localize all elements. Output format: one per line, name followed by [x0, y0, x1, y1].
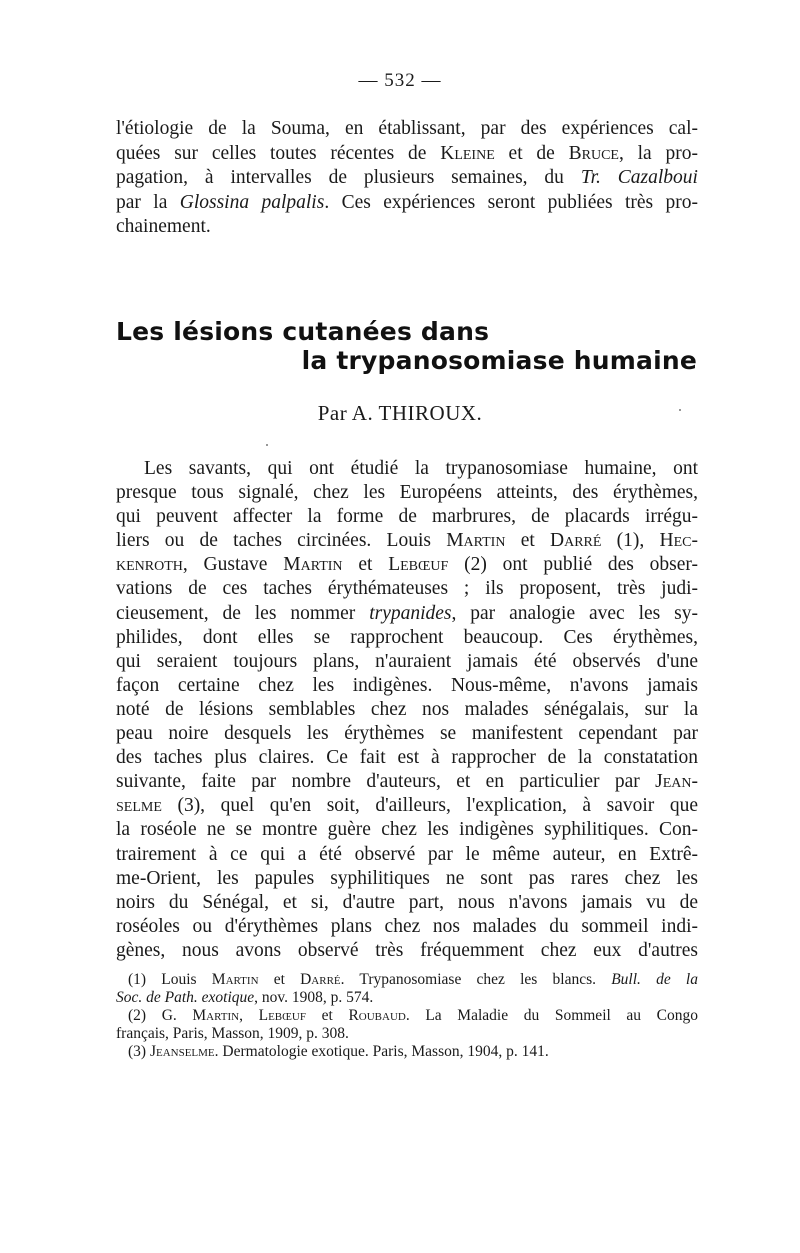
author-name: selme — [116, 795, 162, 817]
author-name: Jean- — [655, 771, 698, 793]
intro-line: chainement. — [116, 216, 211, 238]
author-name: Martin — [192, 1007, 240, 1024]
author-name: Hec- — [659, 530, 698, 552]
author-name: kenroth — [116, 554, 183, 576]
body-line: la roséole ne se montre guère chez les indigènes syphilitiques. Con- — [116, 819, 698, 841]
body-line: trairement à ce qui a été observé par le même auteur, en Extrê- — [116, 843, 698, 865]
author-name: Darré — [550, 530, 602, 552]
intro-line: l'étiologie de la Souma, en établissant, par des expériences cal- — [116, 118, 698, 139]
footnotes — [116, 971, 698, 1061]
body-line: liers ou de taches circinées. Louis Martin et Darré (1), Hec- — [116, 530, 698, 552]
body-line: selme (3), quel qu'en soit, d'ailleurs, l'explication, à savoir que — [116, 795, 698, 817]
body-line: qui peuvent affecter la forme de marbrures, de placards irrégu- — [116, 506, 698, 528]
journal-name: Soc. de Path. exotique — [116, 989, 255, 1006]
intro-line: par la Glossina palpalis. Ces expériences seront publiées très pro- — [116, 191, 699, 213]
body-line: façon certaine chez les indigènes. Nous-même, n'avons jamais — [116, 674, 698, 696]
author-name: Martin — [446, 530, 506, 552]
body-line: noté de lésions semblables chez nos malades sénégalais, sur la — [116, 698, 698, 720]
intro-line: quées sur celles toutes récentes de Kleine et de Bruce, la pro- — [116, 142, 698, 164]
author-name: Roubaud — [348, 1007, 406, 1024]
author-name: Lebœuf — [388, 554, 449, 576]
author-name: Bruce — [568, 142, 619, 164]
author-name: Jeanselme — [149, 1043, 215, 1060]
article-title-line-2: la trypanosomiase humaine — [301, 346, 697, 375]
body-line: vations de ces taches érythémateuses ; ils proposent, très judi- — [116, 578, 698, 600]
body-paragraph — [116, 457, 698, 963]
footnote-1: (1) Louis Martin et Darré. Trypanosomiase chez les blancs. Bull. de la Soc. de Path. exotique, nov. 1908, p. 574. — [116, 971, 698, 1006]
print-speck — [266, 444, 268, 446]
print-speck — [679, 409, 681, 411]
body-line: Les savants, qui ont étudié la trypanosomiase humaine, ont — [144, 458, 698, 479]
intro-paragraph — [116, 117, 698, 240]
body-line: gènes, nous avons observé très fréquemment chez eux d'autres — [116, 939, 698, 961]
species-name: Tr. Cazalboui — [580, 167, 698, 189]
author-name: Martin — [211, 971, 259, 988]
body-line: cieusement, de les nommer trypanides, par analogie avec les sy- — [116, 602, 698, 624]
page-number: — 532 — — [358, 70, 442, 91]
body-line: kenroth, Gustave Martin et Lebœuf (2) ont publié des obser- — [116, 554, 699, 576]
term: trypanides — [369, 602, 452, 624]
article-title-line-1: Les lésions cutanées dans — [116, 317, 490, 346]
article-byline: Par A. THIROUX. — [317, 401, 483, 425]
author-name: Kleine — [440, 142, 495, 164]
footnote-2: (2) G. Martin, Lebœuf et Roubaud. La Maladie du Sommeil au Congo français, Paris, Masson, 1909, p. 308. — [116, 1007, 699, 1042]
body-line: des taches plus claires. Ce fait est à rapprocher de la constatation — [116, 747, 698, 769]
body-line: me-Orient, les papules syphilitiques ne sont pas rares chez les — [116, 867, 698, 889]
body-line: philides, dont elles se rapprochent beaucoup. Ces érythèmes, — [116, 626, 698, 648]
body-line: presque tous signalé, chez les Européens atteints, des érythèmes, — [116, 482, 698, 504]
footnote-3: (3) Jeanselme. Dermatologie exotique. Paris, Masson, 1904, p. 141. — [128, 1043, 549, 1060]
author-name: Darré — [300, 971, 341, 988]
body-line: suivante, faite par nombre d'auteurs, et en particulier par Jean- — [116, 771, 698, 793]
author-name: Martin — [283, 554, 343, 576]
intro-line: pagation, à intervalles de plusieurs semaines, du Tr. Cazalboui — [116, 167, 698, 189]
body-line: noirs du Sénégal, et si, d'autre part, nous n'avons jamais vu de — [116, 891, 698, 913]
body-line: roséoles ou d'érythèmes plans chez nos malades du sommeil indi- — [116, 915, 698, 937]
body-line: peau noire desquels les érythèmes se manifestent cependant par — [116, 723, 698, 745]
journal-name: Bull. de la — [611, 971, 698, 988]
author-name: Lebœuf — [258, 1007, 306, 1024]
body-line: qui seraient toujours plans, n'auraient jamais été observés d'une — [116, 650, 698, 672]
species-name: Glossina palpalis — [179, 191, 325, 213]
